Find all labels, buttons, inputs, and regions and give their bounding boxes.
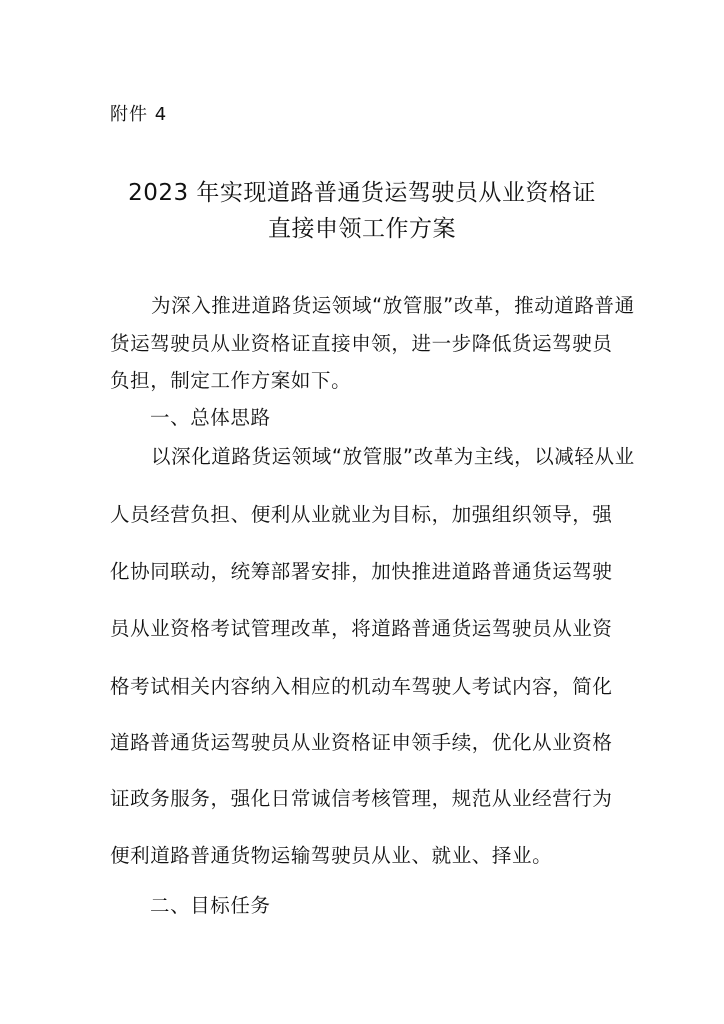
section1-paragraph-line: 员从业资格考试管理改革，将道路普通货运驾驶员从业资 bbox=[110, 617, 613, 640]
document-title-line-1: 2023 年实现道路普通货运驾驶员从业资格证 bbox=[128, 180, 596, 206]
section1-paragraph-line: 化协同联动，统筹部署安排，加快推进道路普通货运驾驶 bbox=[110, 560, 613, 583]
section1-paragraph-line: 道路普通货运驾驶员从业资格证申领手续，优化从业资格 bbox=[110, 731, 613, 754]
section-heading-objectives: 二、目标任务 bbox=[150, 894, 271, 917]
section1-paragraph-line: 人员经营负担、便利从业就业为目标，加强组织领导，强 bbox=[110, 503, 613, 526]
intro-paragraph-line: 为深入推进道路货运领域“放管服”改革，推动道路普通 bbox=[151, 294, 635, 317]
intro-paragraph-line: 负担，制定工作方案如下。 bbox=[110, 369, 352, 392]
section1-paragraph-line: 证政务服务，强化日常诚信考核管理，规范从业经营行为 bbox=[110, 787, 613, 810]
intro-paragraph-line: 货运驾驶员从业资格证直接申领，进一步降低货运驾驶员 bbox=[110, 332, 613, 355]
section1-paragraph-line: 以深化道路货运领域“放管服”改革为主线，以减轻从业 bbox=[151, 445, 635, 468]
document-title-line-2: 直接申领工作方案 bbox=[268, 216, 456, 242]
section-heading-overall-approach: 一、总体思路 bbox=[150, 406, 271, 429]
attachment-label: 附件 4 bbox=[110, 104, 168, 125]
section1-paragraph-line: 格考试相关内容纳入相应的机动车驾驶人考试内容，简化 bbox=[110, 675, 613, 698]
section1-paragraph-line: 便利道路普通货物运输驾驶员从业、就业、择业。 bbox=[110, 844, 553, 867]
